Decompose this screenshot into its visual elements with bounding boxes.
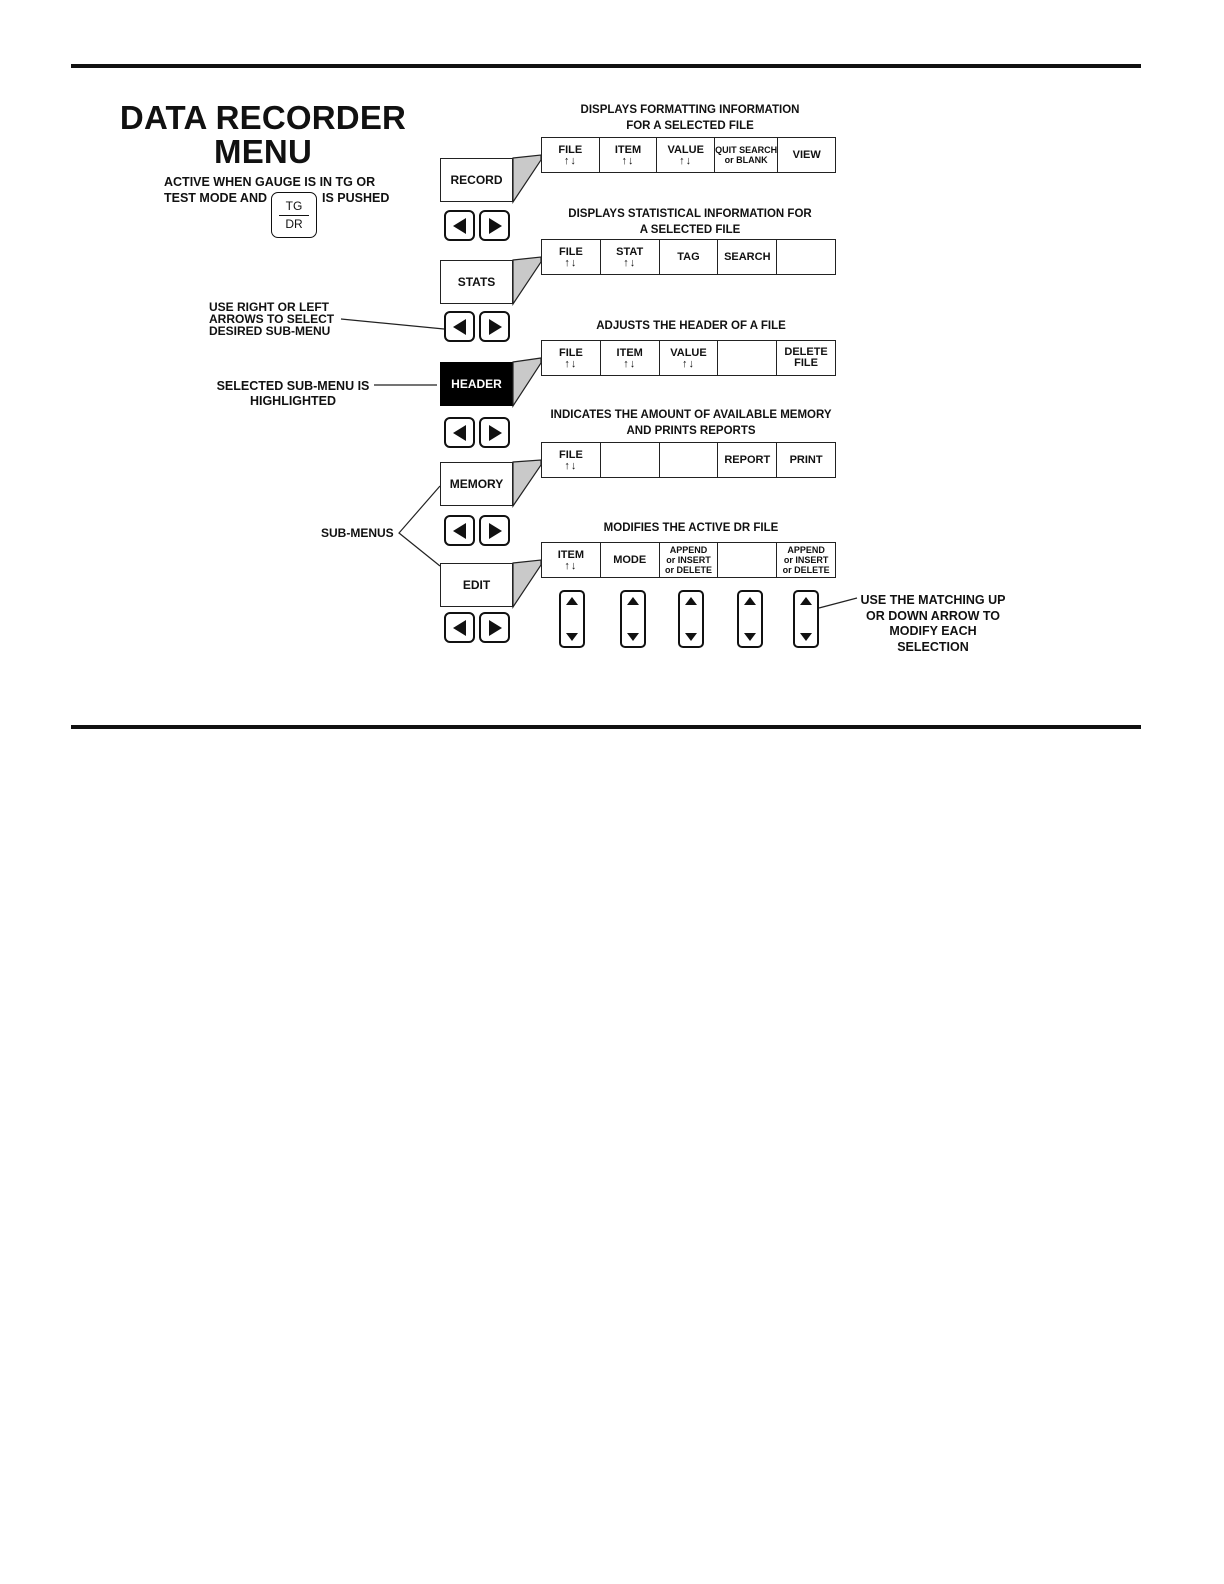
softkey-label: TAG bbox=[677, 250, 700, 263]
updown-note-line-3: MODIFY EACH SELECTION bbox=[889, 624, 977, 654]
softkey-label: ITEM bbox=[616, 346, 643, 359]
softkey-label: ITEM bbox=[557, 548, 585, 561]
arrows-leader bbox=[341, 319, 444, 329]
softkey-label: VIEW bbox=[792, 148, 821, 161]
connector-wedges bbox=[513, 155, 541, 607]
memory-caption-line-1: INDICATES THE AMOUNT OF AVAILABLE MEMORY bbox=[550, 409, 832, 421]
memory-caption-line-2: AND PRINTS REPORTS bbox=[626, 424, 756, 437]
edit-wedge bbox=[513, 560, 541, 607]
up-down-arrows-icon: ↑↓ bbox=[621, 154, 635, 167]
softkey-label: ITEM bbox=[614, 143, 642, 156]
softkey-label: APPEND or INSERT or DELETE bbox=[664, 545, 712, 575]
softkey-label: FILE bbox=[558, 346, 583, 359]
dr-key-label: DR bbox=[285, 216, 303, 231]
stats-menu-button[interactable]: STATS bbox=[440, 260, 513, 304]
updown-leader bbox=[819, 598, 857, 608]
highlight-note-line-1: SELECTED SUB-MENU IS bbox=[216, 379, 370, 393]
softkey-label: REPORT bbox=[724, 453, 771, 466]
softkey-label: FILE bbox=[558, 448, 583, 461]
up-down-arrows-icon: ↑↓ bbox=[564, 559, 578, 572]
highlight-note-line-2: HIGHLIGHTED bbox=[249, 393, 337, 408]
arrows-note-line-1: USE RIGHT OR LEFT bbox=[209, 300, 329, 314]
submenus-note: SUB-MENUS bbox=[321, 526, 394, 540]
softkey-label: VALUE bbox=[667, 143, 704, 156]
memory-wedge bbox=[513, 460, 541, 506]
stats-caption-line-2: A SELECTED FILE bbox=[639, 223, 741, 236]
title-line-1: DATA RECORDER bbox=[119, 99, 407, 136]
record-menu-button[interactable]: RECORD bbox=[440, 158, 513, 202]
arrows-note-line-3: DESIRED SUB-MENU bbox=[209, 324, 331, 338]
connector-overlay bbox=[0, 0, 1224, 760]
activation-note-line-1: ACTIVE WHEN GAUGE IS IN TG OR bbox=[164, 175, 376, 189]
leader-lines bbox=[341, 319, 857, 608]
up-down-arrows-icon: ↑↓ bbox=[564, 357, 578, 370]
header-menu-button[interactable]: HEADER bbox=[440, 362, 513, 406]
up-down-arrows-icon: ↑↓ bbox=[564, 459, 578, 472]
header-wedge bbox=[513, 358, 541, 406]
submenus-bracket bbox=[399, 486, 440, 566]
softkey-label: VALUE bbox=[670, 346, 707, 359]
edit-caption-line-1: MODIFIES THE ACTIVE DR FILE bbox=[603, 522, 779, 534]
updown-note-line-1: USE THE MATCHING UP bbox=[860, 593, 1006, 607]
edit-menu-button[interactable]: EDIT bbox=[440, 563, 513, 607]
softkey-label: QUIT SEARCH or BLANK bbox=[715, 145, 778, 165]
header-caption-line-1: ADJUSTS THE HEADER OF A FILE bbox=[596, 320, 786, 332]
tg-key-label: TG bbox=[279, 200, 310, 216]
up-down-arrows-icon: ↑↓ bbox=[681, 357, 695, 370]
softkey-label: SEARCH bbox=[724, 250, 771, 263]
up-down-arrows-icon: ↑↓ bbox=[563, 154, 577, 167]
softkey-label: APPEND or INSERT or DELETE bbox=[782, 545, 830, 575]
updown-note-line-2: OR DOWN ARROW TO bbox=[865, 608, 1000, 623]
up-down-arrows-icon: ↑↓ bbox=[564, 256, 578, 269]
up-down-arrows-icon: ↑↓ bbox=[623, 357, 637, 370]
activation-note-after-key: IS PUSHED bbox=[322, 191, 390, 205]
title-line-2: MENU bbox=[214, 133, 312, 170]
softkey-label: FILE bbox=[558, 245, 583, 258]
activation-note-line-2: TEST MODE AND bbox=[164, 191, 268, 205]
up-down-arrows-icon: ↑↓ bbox=[679, 154, 693, 167]
softkey-label: MODE bbox=[613, 553, 647, 566]
arrows-note-line-2: ARROWS TO SELECT bbox=[209, 312, 335, 326]
softkey-label: PRINT bbox=[789, 453, 823, 466]
up-down-arrows-icon: ↑↓ bbox=[623, 256, 637, 269]
memory-menu-button[interactable]: MEMORY bbox=[440, 462, 513, 506]
record-wedge bbox=[513, 155, 541, 202]
record-caption-line-1: DISPLAYS FORMATTING INFORMATION bbox=[580, 104, 800, 116]
softkey-label: FILE bbox=[558, 143, 583, 156]
record-caption-line-2: FOR A SELECTED FILE bbox=[626, 119, 754, 132]
stats-wedge bbox=[513, 257, 541, 304]
softkey-label: DELETE FILE bbox=[784, 346, 828, 369]
softkey-label: STAT bbox=[616, 245, 644, 258]
stats-caption-line-1: DISPLAYS STATISTICAL INFORMATION FOR bbox=[568, 208, 812, 220]
